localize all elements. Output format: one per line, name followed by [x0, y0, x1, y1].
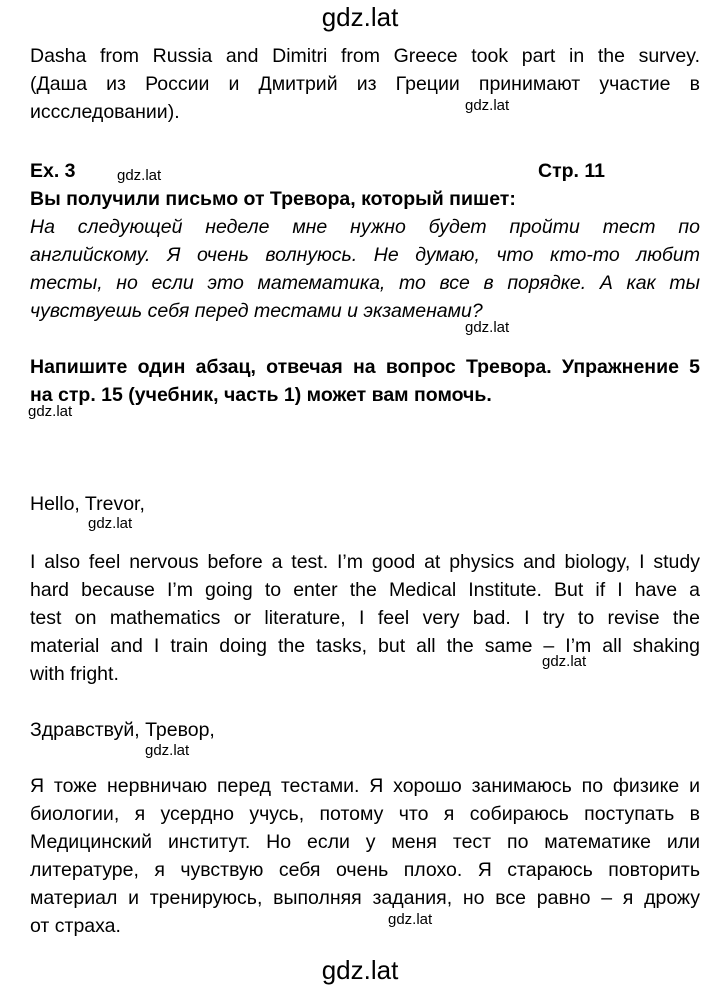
answer-ru-line-2: биологии, я усердно учусь, потому что я собираюсь поступать в — [30, 803, 700, 825]
intro-line-3: иссследовании). — [30, 101, 180, 123]
answer-en-line-5: with fright. — [30, 663, 119, 685]
watermark-inline-4: gdz.lat — [28, 403, 73, 420]
watermark-inline-2: gdz.lat — [117, 167, 162, 184]
task-block — [30, 353, 700, 409]
answer-en-line-2: hard because I’m going to enter the Medical Institute. But if I have a — [30, 579, 700, 601]
watermark-inline-7: gdz.lat — [145, 742, 190, 759]
exercise-number: Ex. 3 — [30, 160, 76, 182]
answer-en-line-4: material and I train doing the tasks, but all the same – I’m all shaking — [30, 635, 700, 657]
watermark-inline-1: gdz.lat — [465, 97, 510, 114]
answer-ru-line-3: Медицинский институт. Но если у меня тест по математике или — [30, 831, 700, 853]
intro-line-2: (Даша из России и Дмитрий из Греции принимают участие в — [30, 73, 700, 95]
answer-ru-body — [30, 772, 700, 940]
intro-block — [30, 42, 700, 126]
letter-line-4: чувствуешь себя перед тестами и экзаменами? — [30, 300, 483, 322]
letter-line-3: тесты, но если это математика, то все в порядке. А как ты — [30, 272, 700, 294]
exercise-page: Стр. 11 — [538, 160, 605, 182]
answer-en-body — [30, 548, 700, 688]
answer-ru-line-6: от страха. — [30, 915, 121, 937]
watermark-inline-6: gdz.lat — [542, 653, 587, 670]
answer-ru-line-1: Я тоже нервничаю перед тестами. Я хорошо занимаюсь по физике и — [30, 775, 700, 797]
watermark-inline-3: gdz.lat — [465, 319, 510, 336]
intro-line-1: Dasha from Russia and Dimitri from Greece took part in the survey. — [30, 45, 700, 67]
answer-en-line-1: I also feel nervous before a test. I’m good at physics and biology, I study — [30, 551, 700, 573]
letter-intro: Вы получили письмо от Тревора, который пишет: — [30, 188, 516, 210]
task-line-1: Напишите один абзац, отвечая на вопрос Тревора. Упражнение 5 — [30, 356, 700, 378]
watermark-inline-5: gdz.lat — [88, 515, 133, 532]
answer-ru-greeting: Здравствуй, Тревор, — [30, 719, 215, 741]
answer-en-greeting: Hello, Trevor, — [30, 493, 145, 515]
letter-line-1: На следующей неделе мне нужно будет пройти тест по — [30, 216, 700, 238]
answer-ru-line-5: материал и тренируюсь, выполняя задания, но все равно – я дрожу — [30, 887, 700, 909]
letter-line-2: английскому. Я очень волнуюсь. Не думаю, что кто-то любит — [30, 244, 700, 266]
watermark-inline-8: gdz.lat — [388, 911, 433, 928]
answer-ru-line-4: литературе, я чувствую себя очень плохо. Я стараюсь повторить — [30, 859, 700, 881]
watermark-bottom: gdz.lat — [321, 955, 399, 985]
task-line-2: на стр. 15 (учебник, часть 1) может вам помочь. — [30, 384, 492, 406]
answer-en-line-3: test on mathematics or literature, I feel very bad. I try to revise the — [30, 607, 700, 629]
letter-text — [30, 213, 700, 325]
watermark-top: gdz.lat — [321, 2, 399, 32]
